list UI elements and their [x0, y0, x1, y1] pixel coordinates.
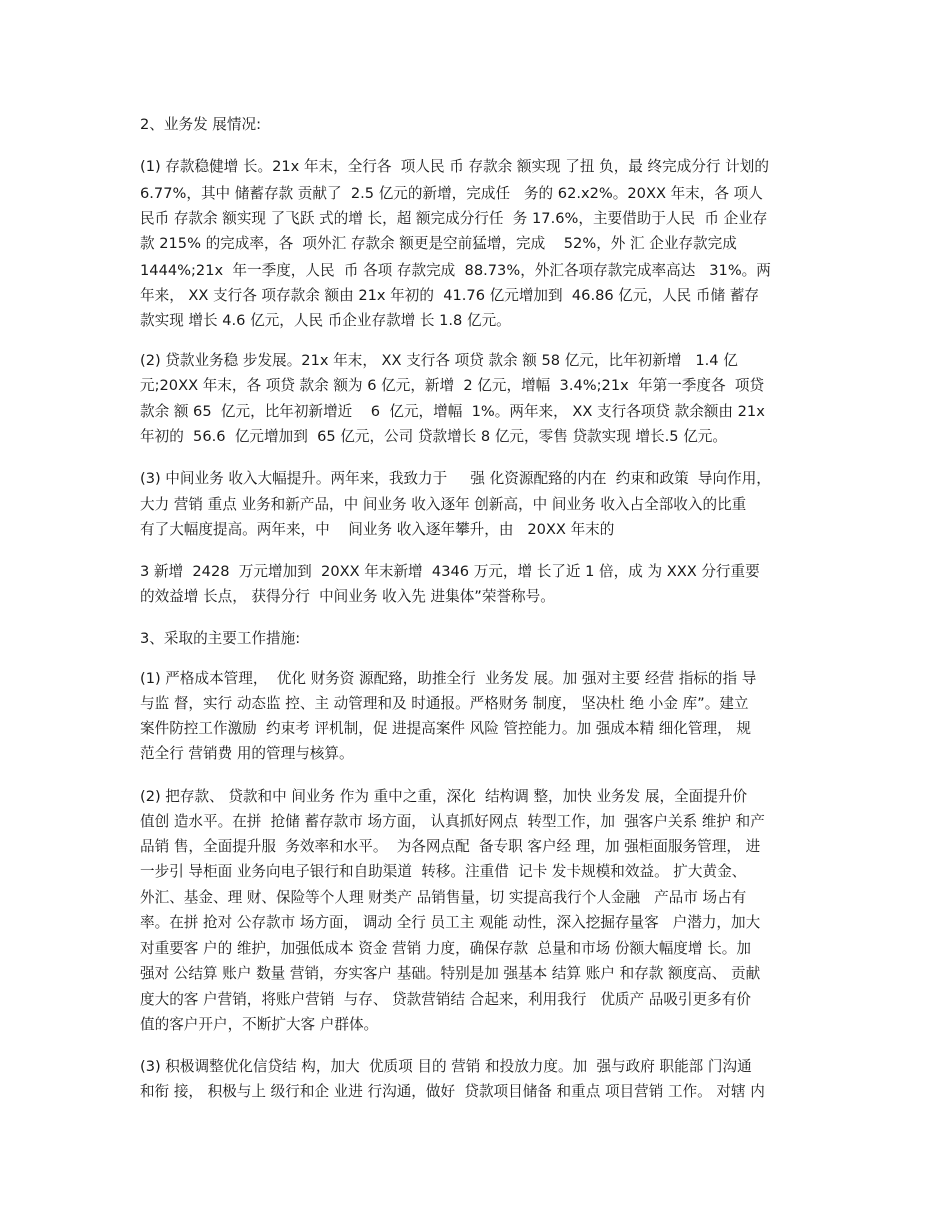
paragraph-line: 对重要客 户的 维护，加强低成本 资金 营销 力度，确保存款 总量和市场 份额大幅度增 长。加 — [140, 940, 751, 957]
paragraph-line: 值的客户开户，不断扩大客 户群体。 — [140, 1016, 379, 1033]
paragraph-line: 款 215% 的完成率，各 项外汇 存款余 额更是空前猛增，完成 52%，外 汇 企业存款完成 — [140, 235, 737, 252]
paragraph-line: 范全行 营销费 用的管理与核算。 — [140, 745, 354, 762]
paragraph-line: 案件防控工作激励 约束考 评机制，促 进提高案件 风险 管控能力。加 强成本精 细化管理， 规 — [140, 720, 751, 737]
paragraph-line: 外汇、基金、理 财、保险等个人理 财类产 品销售量，切 实提高我行个人金融 产品市 场占有 — [140, 889, 747, 906]
paragraph-line: 元;20XX 年末，各 项贷 款余 额为 6 亿元，新增 2 亿元，增幅 3.4%;21x 年第一季度各 项贷 — [140, 377, 765, 394]
paragraph-line: 6.77%，其中 储蓄存款 贡献了 2.5 亿元的新增，完成任 务的 62.x2%。20XX 年末，各 项人 — [140, 185, 763, 202]
paragraph-line: (1) 严格成本管理， 优化 财务资 源配臵，助推全行 业务发 展。加 强对主要 经营 指标的指 导 — [140, 670, 757, 687]
paragraph-line: 品销 售，全面提升服 务效率和水平。 为各网点配 备专职 客户经 理，加 强柜面服务管理， 进 — [140, 838, 761, 855]
paragraph-line: (3) 中间业务 收入大幅提升。两年来，我致力于 强 化资源配臵的内在 约束和政策 导向作用， — [140, 470, 771, 487]
paragraph-line: 1444%;21x 年一季度，人民 币 各项 存款完成 88.73%，外汇各项存款完成率高达 31%。两 — [140, 262, 771, 279]
paragraph-line: 3 新增 2428 万元增加到 20XX 年末新增 4346 万元，增 长了近 1 倍，成 为 XXX 分行重要 — [140, 563, 760, 580]
paragraph-line: 大力 营销 重点 业务和新产品，中 间业务 收入逐年 创新高，中 间业务 收入占全部收入的比重 — [140, 496, 747, 513]
paragraph-line: 和衔 接， 积极与上 级行和企 业进 行沟通，做好 贷款项目储备 和重点 项目营销 工作。 对辖 内 — [140, 1083, 765, 1100]
paragraph-line: 的效益增 长点， 获得分行 中间业务 收入先 进集体”荣誉称号。 — [140, 588, 555, 605]
section-heading: 2、业务发 展情况: — [140, 116, 261, 133]
paragraph-line: 率。在拼 抢对 公存款市 场方面， 调动 全行 员工主 观能 动性，深入挖掘存量客 户潜力，加大 — [140, 914, 761, 931]
paragraph-line: (2) 把存款、 贷款和中 间业务 作为 重中之重，深化 结构调 整，加快 业务发 展，全面提升价 — [140, 788, 748, 805]
paragraph-line: 与监 督，实行 动态监 控、主 动管理和及 时通报。严格财务 制度， 坚决杜 绝 小金 库”。建立 — [140, 695, 749, 712]
paragraph-line: (3) 积极调整优化信贷结 构，加大 优质项 目的 营销 和投放力度。加 强与政府 职能部 门沟通 — [140, 1058, 752, 1075]
paragraph-line: 值创 造水平。在拼 抢储 蓄存款市 场方面， 认真抓好网点 转型工作，加 强客户关系 维护 和产 — [140, 813, 765, 830]
paragraph-line: (2) 贷款业务稳 步发展。21x 年末， XX 支行各 项贷 款余 额 58 亿元，比年初新增 1.4 亿 — [140, 352, 738, 369]
paragraph-line: 款余 额 65 亿元，比年初新增近 6 亿元，增幅 1%。两年来， XX 支行各项贷 款余额由 21x — [140, 403, 765, 420]
paragraph-line: 度大的客 户营销，将账户营销 与存、 贷款营销结 合起来，利用我行 优质产 品吸引更多有价 — [140, 991, 751, 1008]
paragraph-line: 年初的 56.6 亿元增加到 65 亿元，公司 贷款增长 8 亿元，零售 贷款实现 增长.5 亿元。 — [140, 428, 727, 445]
paragraph-line: 民币 存款余 额实现 了飞跃 式的增 长，超 额完成分行任 务 17.6%，主要借助于人民 币 企业存 — [140, 210, 768, 227]
paragraph-line: 有了大幅度提高。两年来，中 间业务 收入逐年攀升，由 20XX 年末的 — [140, 521, 615, 538]
section-heading: 3、采取的主要工作措施: — [140, 630, 301, 647]
paragraph-line: 强对 公结算 账户 数量 营销，夯实客户 基础。特别是加 强基本 结算 账户 和存款 额度高、 贡献 — [140, 965, 761, 982]
paragraph-line: 一步引 导柜面 业务向电子银行和自助渠道 转移。注重借 记卡 发卡规模和效益。 扩大黄金、 — [140, 863, 747, 880]
paragraph-line: 年来， XX 支行各 项存款余 额由 21x 年初的 41.76 亿元增加到 46.86 亿元，人民 币储 蓄存 — [140, 287, 759, 304]
paragraph-line: 款实现 增长 4.6 亿元，人民 币企业存款增 长 1.8 亿元。 — [140, 312, 511, 329]
paragraph-line: (1) 存款稳健增 长。21x 年末，全行各 项人民 币 存款余 额实现 了扭 负，最 终完成分行 计划的 — [140, 158, 769, 175]
